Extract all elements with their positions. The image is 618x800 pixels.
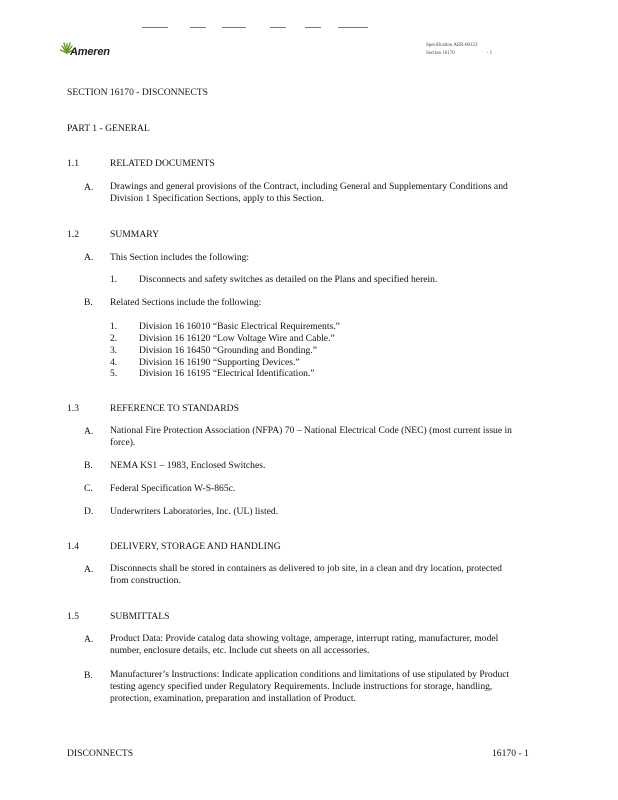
spec-number: Specification AER-00123 — [426, 43, 478, 48]
list-number: 2. — [110, 333, 118, 344]
paragraph-mark: A. — [84, 182, 94, 193]
paragraph-mark: A. — [84, 426, 94, 437]
paragraph-text: protection, examination, preparation and installation of Product. — [110, 693, 356, 704]
list-item: Division 16 16190 “Supporting Devices.” — [139, 357, 300, 368]
article-title: RELATED DOCUMENTS — [110, 158, 215, 169]
paragraph-mark: A. — [84, 634, 94, 645]
paragraph-text: testing agency specified under Regulatory Requirements. Include instructions for storage, handling, — [110, 681, 493, 692]
list-item: Disconnects and safety switches as detailed on the Plans and specified herein. — [139, 274, 438, 285]
list-number: 4. — [110, 357, 118, 368]
paragraph-text: Product Data: Provide catalog data showing voltage, amperage, interrupt rating, manufacturer, model — [110, 633, 499, 644]
list-number: 1. — [110, 321, 118, 332]
paragraph-text: Division 1 Specification Sections, apply to this Section. — [110, 193, 324, 204]
paragraph-text: Drawings and general provisions of the Contract, including General and Supplementary Conditions and — [110, 181, 508, 192]
list-number: 3. — [110, 345, 118, 356]
header-rules — [142, 27, 372, 31]
paragraph-text: This Section includes the following: — [110, 252, 250, 263]
paragraph-text: National Fire Protection Association (NFPA) 70 – National Electrical Code (NEC) (most current issue in — [110, 425, 512, 436]
paragraph-text: force). — [110, 437, 136, 448]
part-heading: PART 1 - GENERAL — [67, 123, 150, 134]
article-number: 1.3 — [67, 403, 79, 414]
article-number: 1.1 — [67, 158, 79, 169]
list-item: Division 16 16120 “Low Voltage Wire and Cable.” — [139, 333, 335, 344]
article-title: SUMMARY — [110, 229, 160, 240]
article-number: 1.2 — [67, 229, 79, 240]
paragraph-text: NEMA KS1 – 1983, Enclosed Switches. — [110, 460, 266, 471]
article-title: SUBMITTALS — [110, 611, 170, 622]
paragraph-mark: B. — [84, 670, 93, 681]
list-item: Division 16 16450 “Grounding and Bonding.” — [139, 345, 318, 356]
paragraph-text: from construction. — [110, 575, 181, 586]
list-number: 5. — [110, 368, 118, 379]
paragraph-text: number, enclosure details, etc. Include cut sheets on all accessories. — [110, 645, 370, 656]
paragraph-mark: A. — [84, 564, 94, 575]
paragraph-text: Manufacturer’s Instructions: Indicate application conditions and limitations of use stipulated by Product — [110, 669, 510, 680]
article-title: REFERENCE TO STANDARDS — [110, 403, 239, 414]
section-title: SECTION 16170 - DISCONNECTS — [67, 87, 208, 98]
list-item: Division 16 16010 “Basic Electrical Requirements.” — [139, 321, 340, 332]
paragraph-text: Disconnects shall be stored in containers as delivered to job site, in a clean and dry location, protected — [110, 563, 502, 574]
paragraph-text: Federal Specification W-S-865c. — [110, 483, 236, 494]
footer-page-number: 16170 - 1 — [492, 748, 529, 759]
paragraph-text: Underwriters Laboratories, Inc. (UL) listed. — [110, 506, 279, 517]
ameren-logo — [60, 40, 120, 60]
footer-section-name: DISCONNECTS — [67, 748, 134, 759]
article-title: DELIVERY, STORAGE AND HANDLING — [110, 541, 281, 552]
list-item: Division 16 16195 “Electrical Identification.” — [139, 368, 315, 379]
paragraph-mark: A. — [84, 252, 94, 263]
paragraph-mark: B. — [84, 460, 93, 471]
paragraph-mark: D. — [84, 506, 94, 517]
article-number: 1.5 — [67, 611, 79, 622]
paragraph-mark: C. — [84, 483, 93, 494]
section-ref: Section 16170 — [426, 51, 455, 56]
paragraph-text: Related Sections include the following: — [110, 297, 262, 308]
list-number: 1. — [110, 274, 118, 285]
logo-wordmark: Ameren — [70, 46, 110, 58]
header-spec-block — [426, 42, 492, 58]
paragraph-mark: B. — [84, 297, 93, 308]
article-number: 1.4 — [67, 541, 79, 552]
page-marker: - 1 — [486, 51, 493, 56]
